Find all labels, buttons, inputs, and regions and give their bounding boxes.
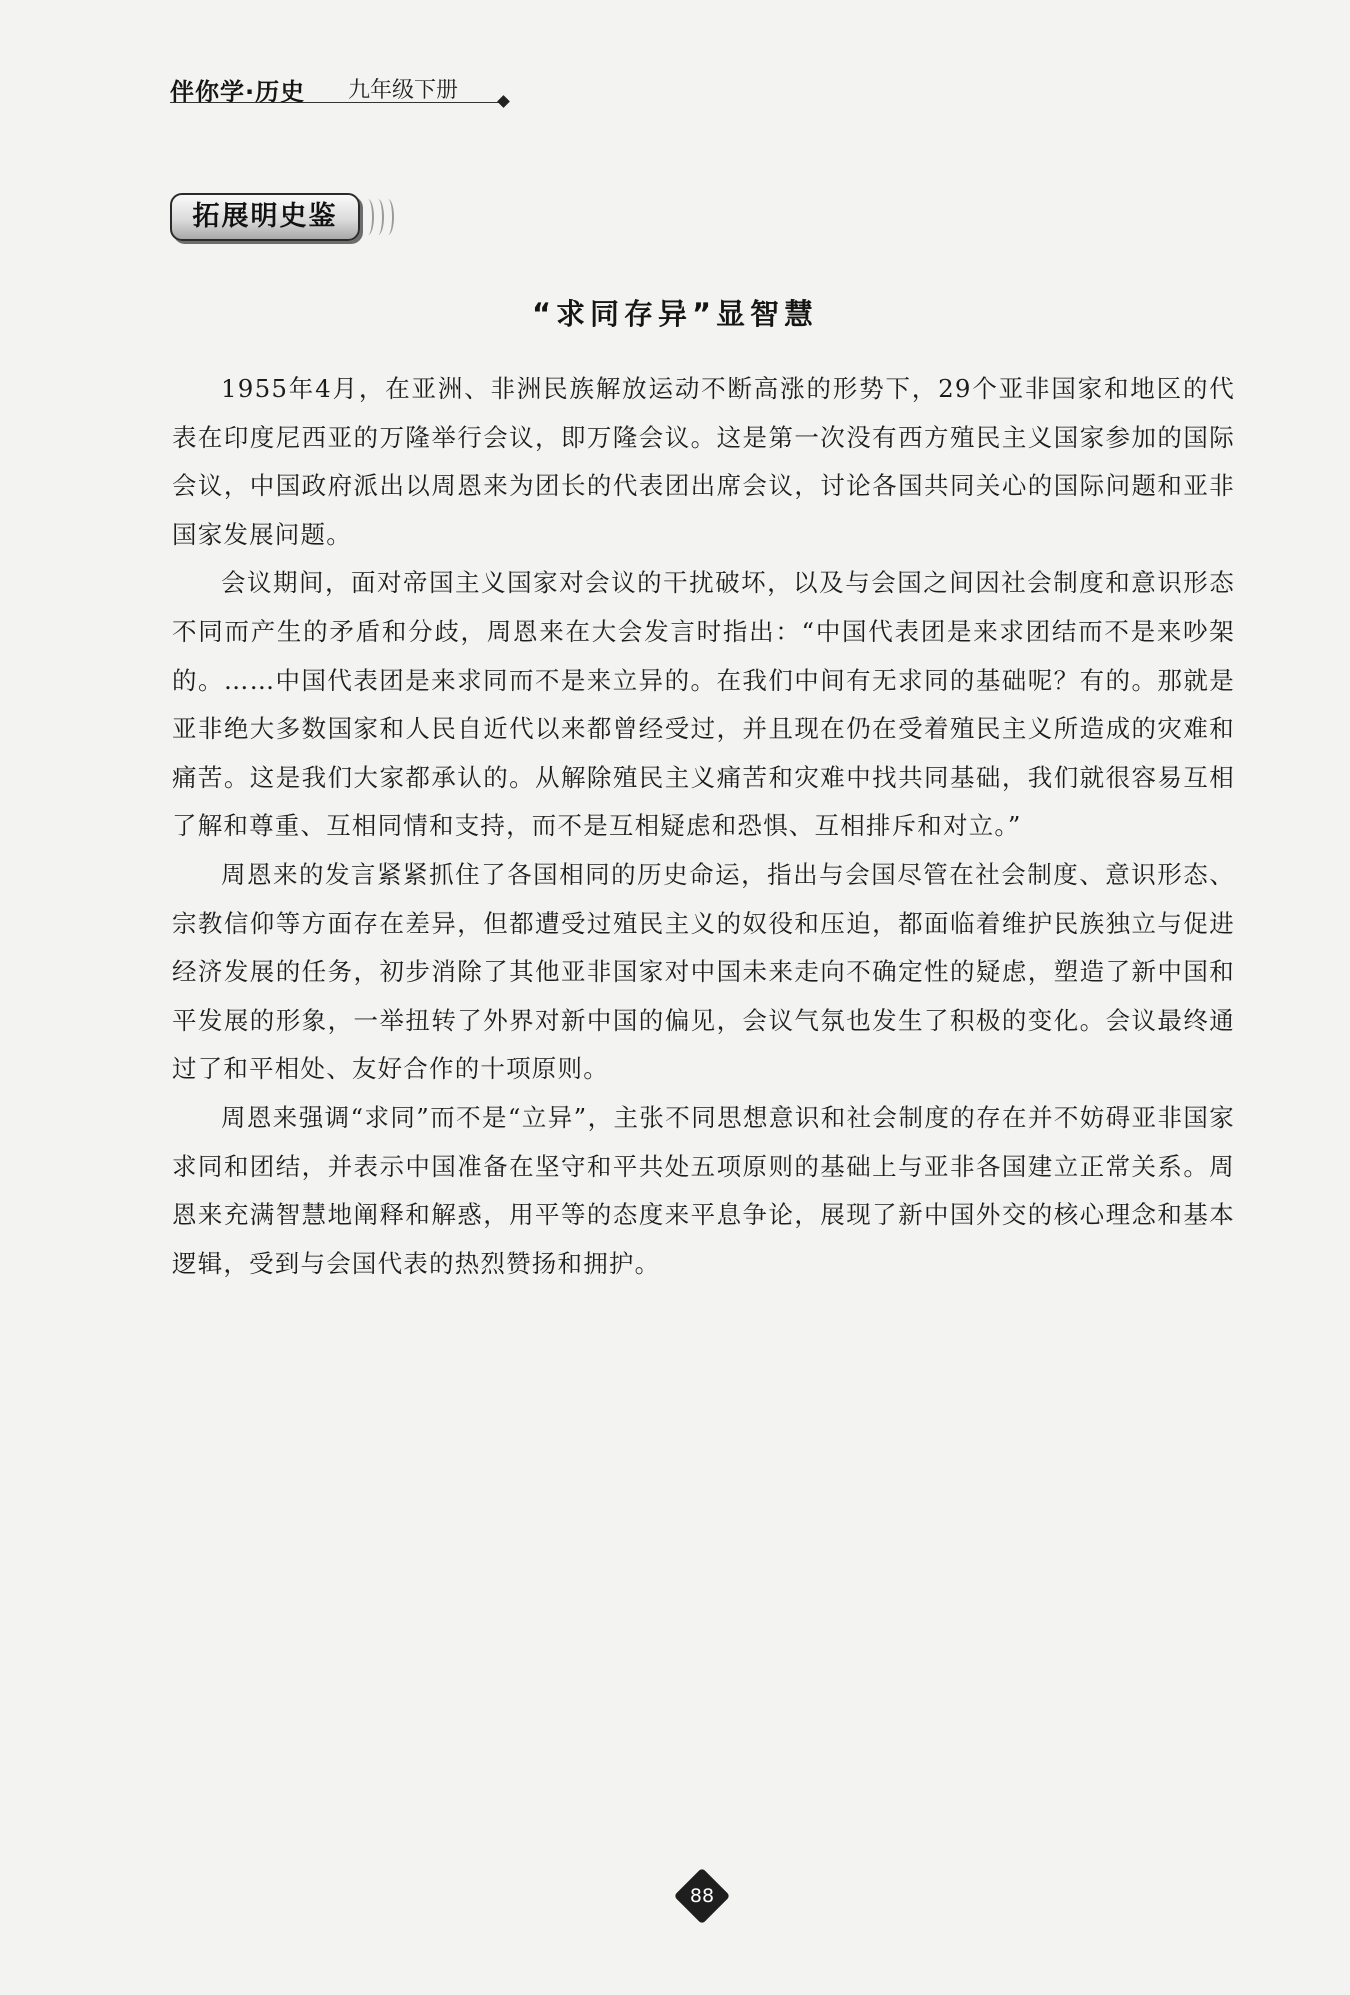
article-body [172,365,1235,1288]
tag-arc-icon [382,199,394,235]
header-rule [170,102,500,103]
grade-label: 九年级下册 [348,78,459,103]
paragraph: 周恩来的发言紧紧抓住了各国相同的历史命运，指出与会国尽管在社会制度、意识形态、宗教信仰等方面存在差异，但都遭受过殖民主义的奴役和压迫，都面临着维护民族独立与促进经济发展的任务，初步消除了其他亚非国家对中国未来走向不确定性的疑虑，塑造了新中国和平发展的形象，一举扭转了外界对新中国的偏见，会议气氛也发生了积极的变化。会议最终通过了和平相处、友好合作的十项原则。 [172,859,1235,1084]
header-diamond-icon [497,95,510,108]
section-tag [170,193,392,245]
page-number-text: 88 [689,1885,715,1907]
paragraph: 1955年4月，在亚洲、非洲民族解放运动不断高涨的形势下，29个亚非国家和地区的代表在印度尼西亚的万隆举行会议，即万隆会议。这是第一次没有西方殖民主义国家参加的国际会议，中国政府派出以周恩来为团长的代表团出席会议，讨论各国共同关心的国际问题和亚非国家发展问题。 [172,374,1235,549]
paragraph: 周恩来强调“求同”而不是“立异”，主张不同思想意识和社会制度的存在并不妨碍亚非国家求同和团结，并表示中国准备在坚守和平共处五项原则的基础上与亚非各国建立正常关系。周恩来充满智慧地阐释和解惑，用平等的态度来平息争论，展现了新中国外交的核心理念和基本逻辑，受到与会国代表的热烈赞扬和拥护。 [172,1102,1235,1278]
section-tag-label: 拓展明史鉴 [192,201,338,232]
running-header [170,70,515,106]
series-title: 伴你学·历史 [170,78,306,106]
page-number [677,1871,727,1921]
paragraph: 会议期间，面对帝国主义国家对会议的干扰破坏，以及与会国之间因社会制度和意识形态不同而产生的矛盾和分歧，周恩来在大会发言时指出：“中国代表团是来求团结而不是来吵架的。……中国代表团是来求同而不是来立异的。在我们中间有无求同的基础呢？有的。那就是亚非绝大多数国家和人民自近代以来都曾经受过，并且现在仍在受着殖民主义所造成的灾难和痛苦。这是我们大家都承认的。从解除殖民主义痛苦和灾难中找共同基础，我们就很容易互相了解和尊重、互相同情和支持，而不是互相疑虑和恐惧、互相排斥和对立。” [172,568,1235,841]
article-title: “求同存异”显智慧 [531,297,819,331]
